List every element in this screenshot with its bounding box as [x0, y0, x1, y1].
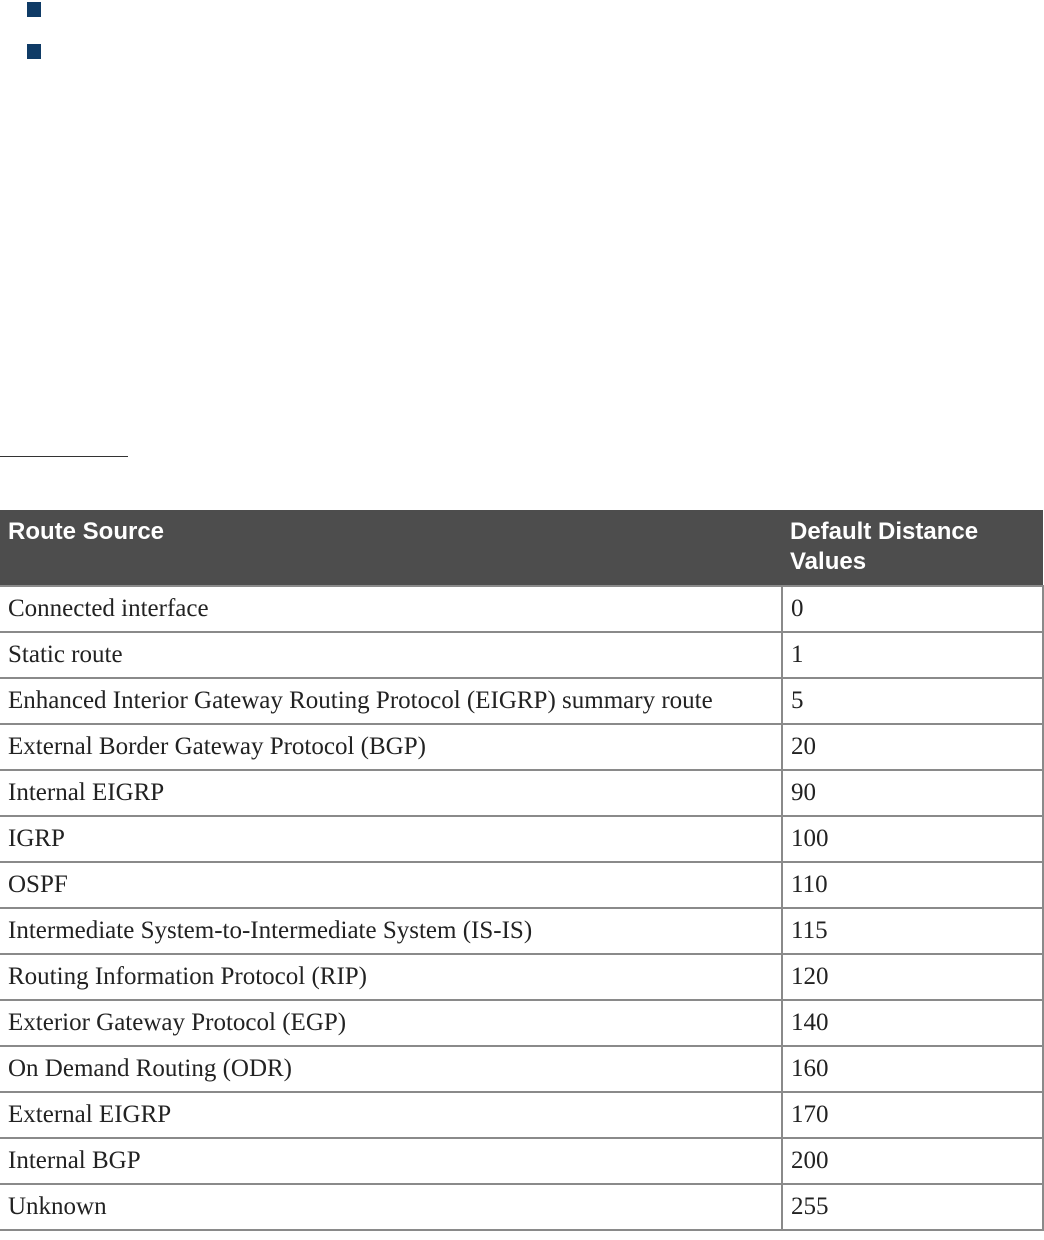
route-source-cell: Internal BGP	[0, 1138, 782, 1184]
route-source-cell: IGRP	[0, 816, 782, 862]
distance-value-cell: 160	[782, 1046, 1043, 1092]
distance-value-cell: 0	[782, 586, 1043, 632]
table-row	[0, 1000, 1043, 1046]
table-row	[0, 678, 1043, 724]
header-route-source: Route Source	[0, 510, 782, 586]
distance-value-cell: 140	[782, 1000, 1043, 1046]
table-body	[0, 586, 1043, 1230]
distance-value-cell: 115	[782, 908, 1043, 954]
table-row	[0, 770, 1043, 816]
route-source-cell: Unknown	[0, 1184, 782, 1230]
route-source-cell: Internal EIGRP	[0, 770, 782, 816]
table-row	[0, 586, 1043, 632]
table-row	[0, 1184, 1043, 1230]
bullet-square-icon	[27, 2, 41, 17]
distance-value-cell: 1	[782, 632, 1043, 678]
table-row	[0, 632, 1043, 678]
route-source-cell: Routing Information Protocol (RIP)	[0, 954, 782, 1000]
bullet-square-icon	[27, 44, 41, 59]
distance-value-cell: 120	[782, 954, 1043, 1000]
table-row	[0, 816, 1043, 862]
distance-value-cell: 90	[782, 770, 1043, 816]
route-source-cell: Exterior Gateway Protocol (EGP)	[0, 1000, 782, 1046]
route-source-cell: Enhanced Interior Gateway Routing Protocol (EIGRP) summary route	[0, 678, 782, 724]
table-row	[0, 1092, 1043, 1138]
table-row	[0, 1138, 1043, 1184]
distance-value-cell: 5	[782, 678, 1043, 724]
route-source-cell: External EIGRP	[0, 1092, 782, 1138]
distance-value-cell: 170	[782, 1092, 1043, 1138]
route-source-cell: Static route	[0, 632, 782, 678]
distance-value-cell: 255	[782, 1184, 1043, 1230]
route-source-cell: Intermediate System-to-Intermediate System (IS-IS)	[0, 908, 782, 954]
route-source-cell: OSPF	[0, 862, 782, 908]
table-header-row	[0, 510, 1043, 586]
distance-value-cell: 110	[782, 862, 1043, 908]
route-source-cell: External Border Gateway Protocol (BGP)	[0, 724, 782, 770]
table-row	[0, 908, 1043, 954]
header-default-distance: Default Distance Values	[782, 510, 1043, 586]
footnote-rule	[0, 456, 128, 457]
table-row	[0, 862, 1043, 908]
default-distance-table	[0, 510, 1044, 1231]
route-source-cell: On Demand Routing (ODR)	[0, 1046, 782, 1092]
distance-value-cell: 100	[782, 816, 1043, 862]
distance-value-cell: 20	[782, 724, 1043, 770]
distance-value-cell: 200	[782, 1138, 1043, 1184]
table-row	[0, 724, 1043, 770]
route-source-cell: Connected interface	[0, 586, 782, 632]
table-row	[0, 954, 1043, 1000]
table-row	[0, 1046, 1043, 1092]
